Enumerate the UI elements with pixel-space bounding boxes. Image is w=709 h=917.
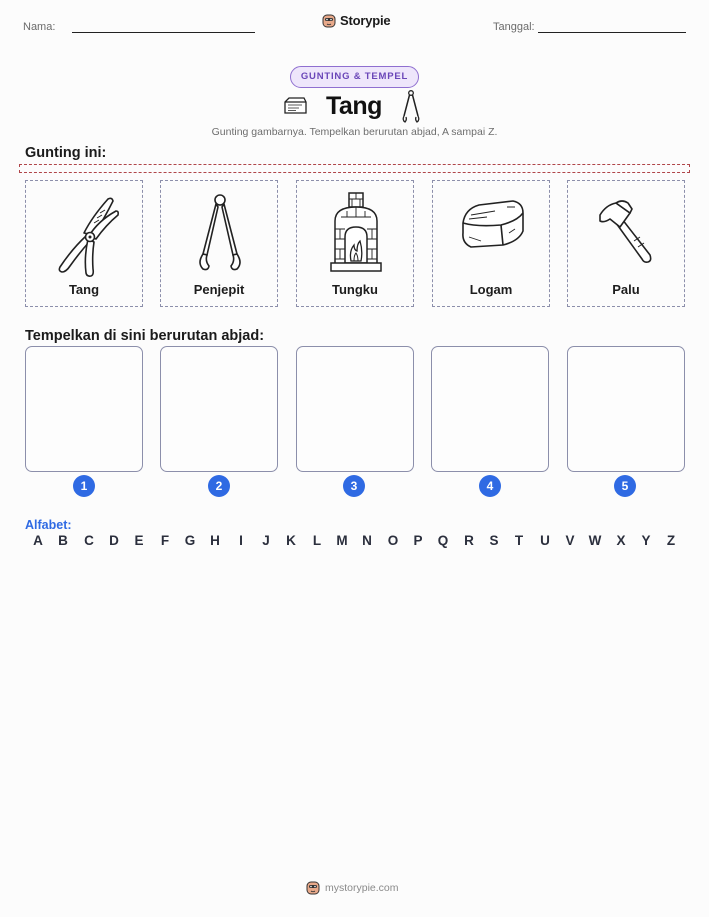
metal-ingot-icon (282, 96, 308, 116)
activity-badge: GUNTING & TEMPEL (290, 66, 419, 88)
cut-section-heading: Gunting ini: (25, 145, 107, 161)
footer-url: mystorypie.com (325, 881, 399, 894)
slot-number-badge: 5 (614, 475, 636, 497)
paste-slot-2[interactable] (160, 346, 278, 472)
paste-slot-1[interactable] (25, 346, 143, 472)
alphabet-letter: I (239, 533, 243, 548)
alphabet-letter: H (210, 533, 220, 548)
alphabet-row (25, 533, 684, 551)
card-label: Tang (68, 282, 100, 297)
footer (306, 880, 399, 895)
paste-slot-3[interactable] (296, 346, 414, 472)
cut-card-tang[interactable] (25, 180, 143, 307)
paste-slot-5[interactable] (567, 346, 685, 472)
metal-ingot-icon (445, 189, 539, 279)
alphabet-letter: O (387, 533, 399, 548)
alphabet-letter: Z (666, 533, 676, 548)
page-title: Tang (326, 92, 382, 120)
slot-number-badge: 1 (73, 475, 95, 497)
alphabet-letter: R (464, 533, 474, 548)
alphabet-letter: B (58, 533, 68, 548)
slot-number-badge: 4 (479, 475, 501, 497)
card-label: Penjepit (193, 282, 245, 297)
alphabet-letter: D (109, 533, 119, 548)
alphabet-letter: F (160, 533, 170, 548)
alphabet-letter: C (84, 533, 94, 548)
cut-line (19, 164, 690, 173)
slot-number-badge: 2 (208, 475, 230, 497)
alphabet-letter: G (184, 533, 196, 548)
brand-logo (322, 13, 390, 28)
storypie-mascot-icon (322, 13, 336, 28)
pliers-icon (50, 189, 120, 279)
alphabet-letter: Q (437, 533, 449, 548)
cut-card-palu[interactable] (567, 180, 685, 307)
instructions: Gunting gambarnya. Tempelkan berurutan abjad, A sampai Z. (211, 126, 498, 138)
alphabet-letter: A (33, 533, 43, 548)
cut-card-penjepit[interactable] (160, 180, 278, 307)
alphabet-letter: T (514, 533, 524, 548)
tongs-icon (400, 90, 422, 124)
slot-number-badge: 3 (343, 475, 365, 497)
alphabet-letter: U (540, 533, 550, 548)
alphabet-letter: S (489, 533, 499, 548)
cut-card-tungku[interactable] (296, 180, 414, 307)
furnace-icon (321, 189, 391, 279)
card-label: Tungku (332, 282, 378, 297)
alphabet-letter: V (565, 533, 575, 548)
name-field-line[interactable] (72, 32, 255, 33)
paste-section-heading: Tempelkan di sini berurutan abjad: (25, 328, 265, 344)
alphabet-letter: J (262, 533, 270, 548)
name-label: Nama: (23, 21, 56, 33)
date-label: Tanggal: (493, 21, 535, 33)
cut-card-logam[interactable] (432, 180, 550, 307)
tongs-icon (185, 189, 255, 279)
brand-name: Storypie (340, 13, 391, 28)
alphabet-heading: Alfabet: (25, 518, 72, 532)
alphabet-letter: L (312, 533, 322, 548)
alphabet-letter: Y (641, 533, 651, 548)
alphabet-letter: N (362, 533, 372, 548)
alphabet-letter: M (336, 533, 348, 548)
alphabet-letter: W (588, 533, 602, 548)
date-field-line[interactable] (538, 32, 686, 33)
alphabet-letter: K (286, 533, 296, 548)
card-label: Palu (612, 282, 640, 297)
title-row (278, 90, 430, 124)
hammer-icon (592, 189, 662, 279)
alphabet-letter: P (413, 533, 423, 548)
alphabet-letter: E (134, 533, 144, 548)
storypie-mascot-icon (306, 880, 320, 895)
alphabet-letter: X (616, 533, 626, 548)
card-label: Logam (469, 282, 513, 297)
paste-slot-4[interactable] (431, 346, 549, 472)
